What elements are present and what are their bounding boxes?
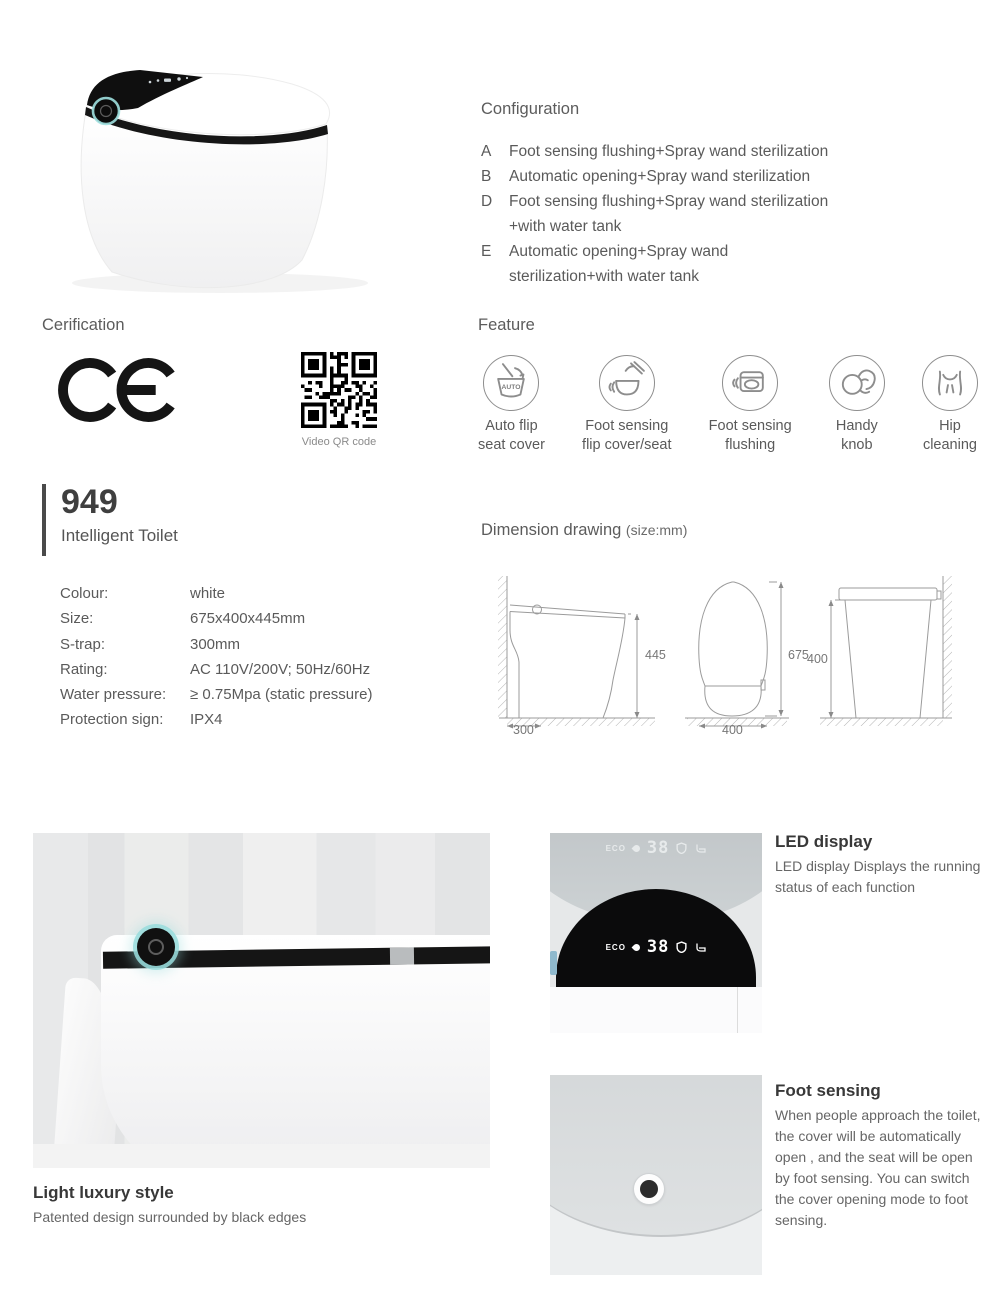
configuration-section <box>481 100 921 289</box>
temperature-value: 38 <box>646 937 670 957</box>
toilet-body-front <box>550 987 762 1033</box>
toilet-body-closeup <box>101 935 490 1168</box>
feature-item-handy-knob: Handy knob <box>829 355 885 455</box>
configuration-heading: Configuration <box>481 100 580 118</box>
feature-item-foot-sensing-flip: Foot sensing flip cover/seat <box>582 355 671 455</box>
config-letter: E <box>481 243 492 260</box>
title-accent-bar <box>42 484 46 556</box>
handy-knob-icon <box>829 355 885 411</box>
light-luxury-image <box>33 833 490 1168</box>
hip-cleaning-icon <box>922 355 978 411</box>
video-qr-code <box>301 352 377 428</box>
foot-sensing-caption <box>775 1081 985 1231</box>
toilet-illustration <box>40 50 400 300</box>
feature-item-foot-sensing-flushing: Foot sensing flushing <box>709 355 792 455</box>
product-hero-image <box>40 50 400 300</box>
spec-row: Colour: white <box>60 585 226 602</box>
floor <box>33 1144 490 1168</box>
feature-item-auto-flip: AUTO Auto flip seat cover <box>478 355 545 455</box>
model-number: 949 <box>61 483 118 521</box>
toilet-icon <box>694 843 706 854</box>
dimension-side-view <box>485 568 680 738</box>
led-display-caption <box>775 832 995 898</box>
config-letter: A <box>481 143 492 160</box>
configuration-item: A Foot sensing flushing+Spray wand sterilization <box>481 139 921 164</box>
eco-label: ECO <box>605 942 626 952</box>
configuration-item: B Automatic opening+Spray wand sterilization <box>481 164 921 189</box>
feature-section <box>478 316 978 455</box>
dimension-heading: Dimension drawing (size:mm) <box>481 521 688 539</box>
light-luxury-caption <box>33 1183 463 1228</box>
foot-sensing-description: When people approach the toilet, the cover will be automatically open , and the seat will be open by foot sensing. You can switch the cover opening mode to foot sensing. <box>775 1107 981 1228</box>
foot-sensing-image <box>550 1075 762 1275</box>
dimension-unit-note: (size:mm) <box>625 522 688 538</box>
dim-rear-height: 400 <box>807 652 828 666</box>
config-letter: D <box>481 193 493 210</box>
water-drop-icon <box>631 942 641 952</box>
dim-top-length: 675 <box>788 648 809 662</box>
glowing-knob <box>137 928 175 966</box>
led-display-description: LED display Displays the running status of each function <box>775 858 981 895</box>
configuration-list <box>481 139 921 289</box>
toilet-base-dome <box>550 1075 762 1237</box>
spec-row: S-trap: 300mm <box>60 635 241 653</box>
feature-icon-row <box>478 355 978 455</box>
led-display-image <box>550 833 762 1033</box>
dim-top-width: 400 <box>722 723 743 737</box>
feature-heading: Feature <box>478 316 535 334</box>
dim-side-height: 445 <box>645 648 666 662</box>
configuration-item: E Automatic opening+Spray wand sterilization+with water tank <box>481 239 921 289</box>
spec-row: Protection sign: IPX4 <box>60 711 223 729</box>
light-luxury-description: Patented design surrounded by black edges <box>33 1209 307 1225</box>
svg-text:AUTO: AUTO <box>501 384 521 392</box>
product-subtitle: Intelligent Toilet <box>61 526 178 545</box>
foot-sensing-title: Foot sensing <box>775 1081 881 1100</box>
config-letter: B <box>481 168 492 185</box>
dimension-rear-view <box>807 568 965 738</box>
certification-section <box>42 316 442 448</box>
configuration-item: D Foot sensing flushing+Spray wand sterilization +with water tank <box>481 189 921 239</box>
hero-knob <box>93 98 119 124</box>
product-title-block <box>42 484 178 556</box>
foot-sensor <box>634 1174 664 1204</box>
foot-sensing-flushing-icon <box>722 355 778 411</box>
auto-flip-seat-cover-icon <box>483 355 539 411</box>
led-readout <box>556 937 756 957</box>
spec-table <box>60 581 460 733</box>
qr-block <box>300 352 378 448</box>
spec-row: Size: 675x400x445mm <box>60 610 306 628</box>
spec-row: Rating: AC 110V/200V; 50Hz/60Hz <box>60 660 371 678</box>
dim-side-depth: 300 <box>513 723 534 737</box>
side-clip <box>550 951 557 975</box>
certification-heading: Cerification <box>42 316 125 334</box>
water-drop-icon <box>631 843 641 853</box>
feature-item-hip-cleaning: Hip cleaning <box>922 355 978 455</box>
shield-icon <box>676 941 687 953</box>
ce-mark-icon <box>58 354 176 431</box>
led-display-title: LED display <box>775 832 873 851</box>
foot-sensing-flip-icon <box>599 355 655 411</box>
dimension-top-view <box>685 568 820 738</box>
light-luxury-title: Light luxury style <box>33 1183 174 1202</box>
led-reflection: ECO 38 <box>550 838 762 858</box>
qr-caption: Video QR code <box>301 436 377 448</box>
toilet-icon <box>694 942 706 953</box>
shield-icon <box>676 842 687 854</box>
spec-row: Water pressure: ≥ 0.75Mpa (static pressure) <box>60 686 373 704</box>
